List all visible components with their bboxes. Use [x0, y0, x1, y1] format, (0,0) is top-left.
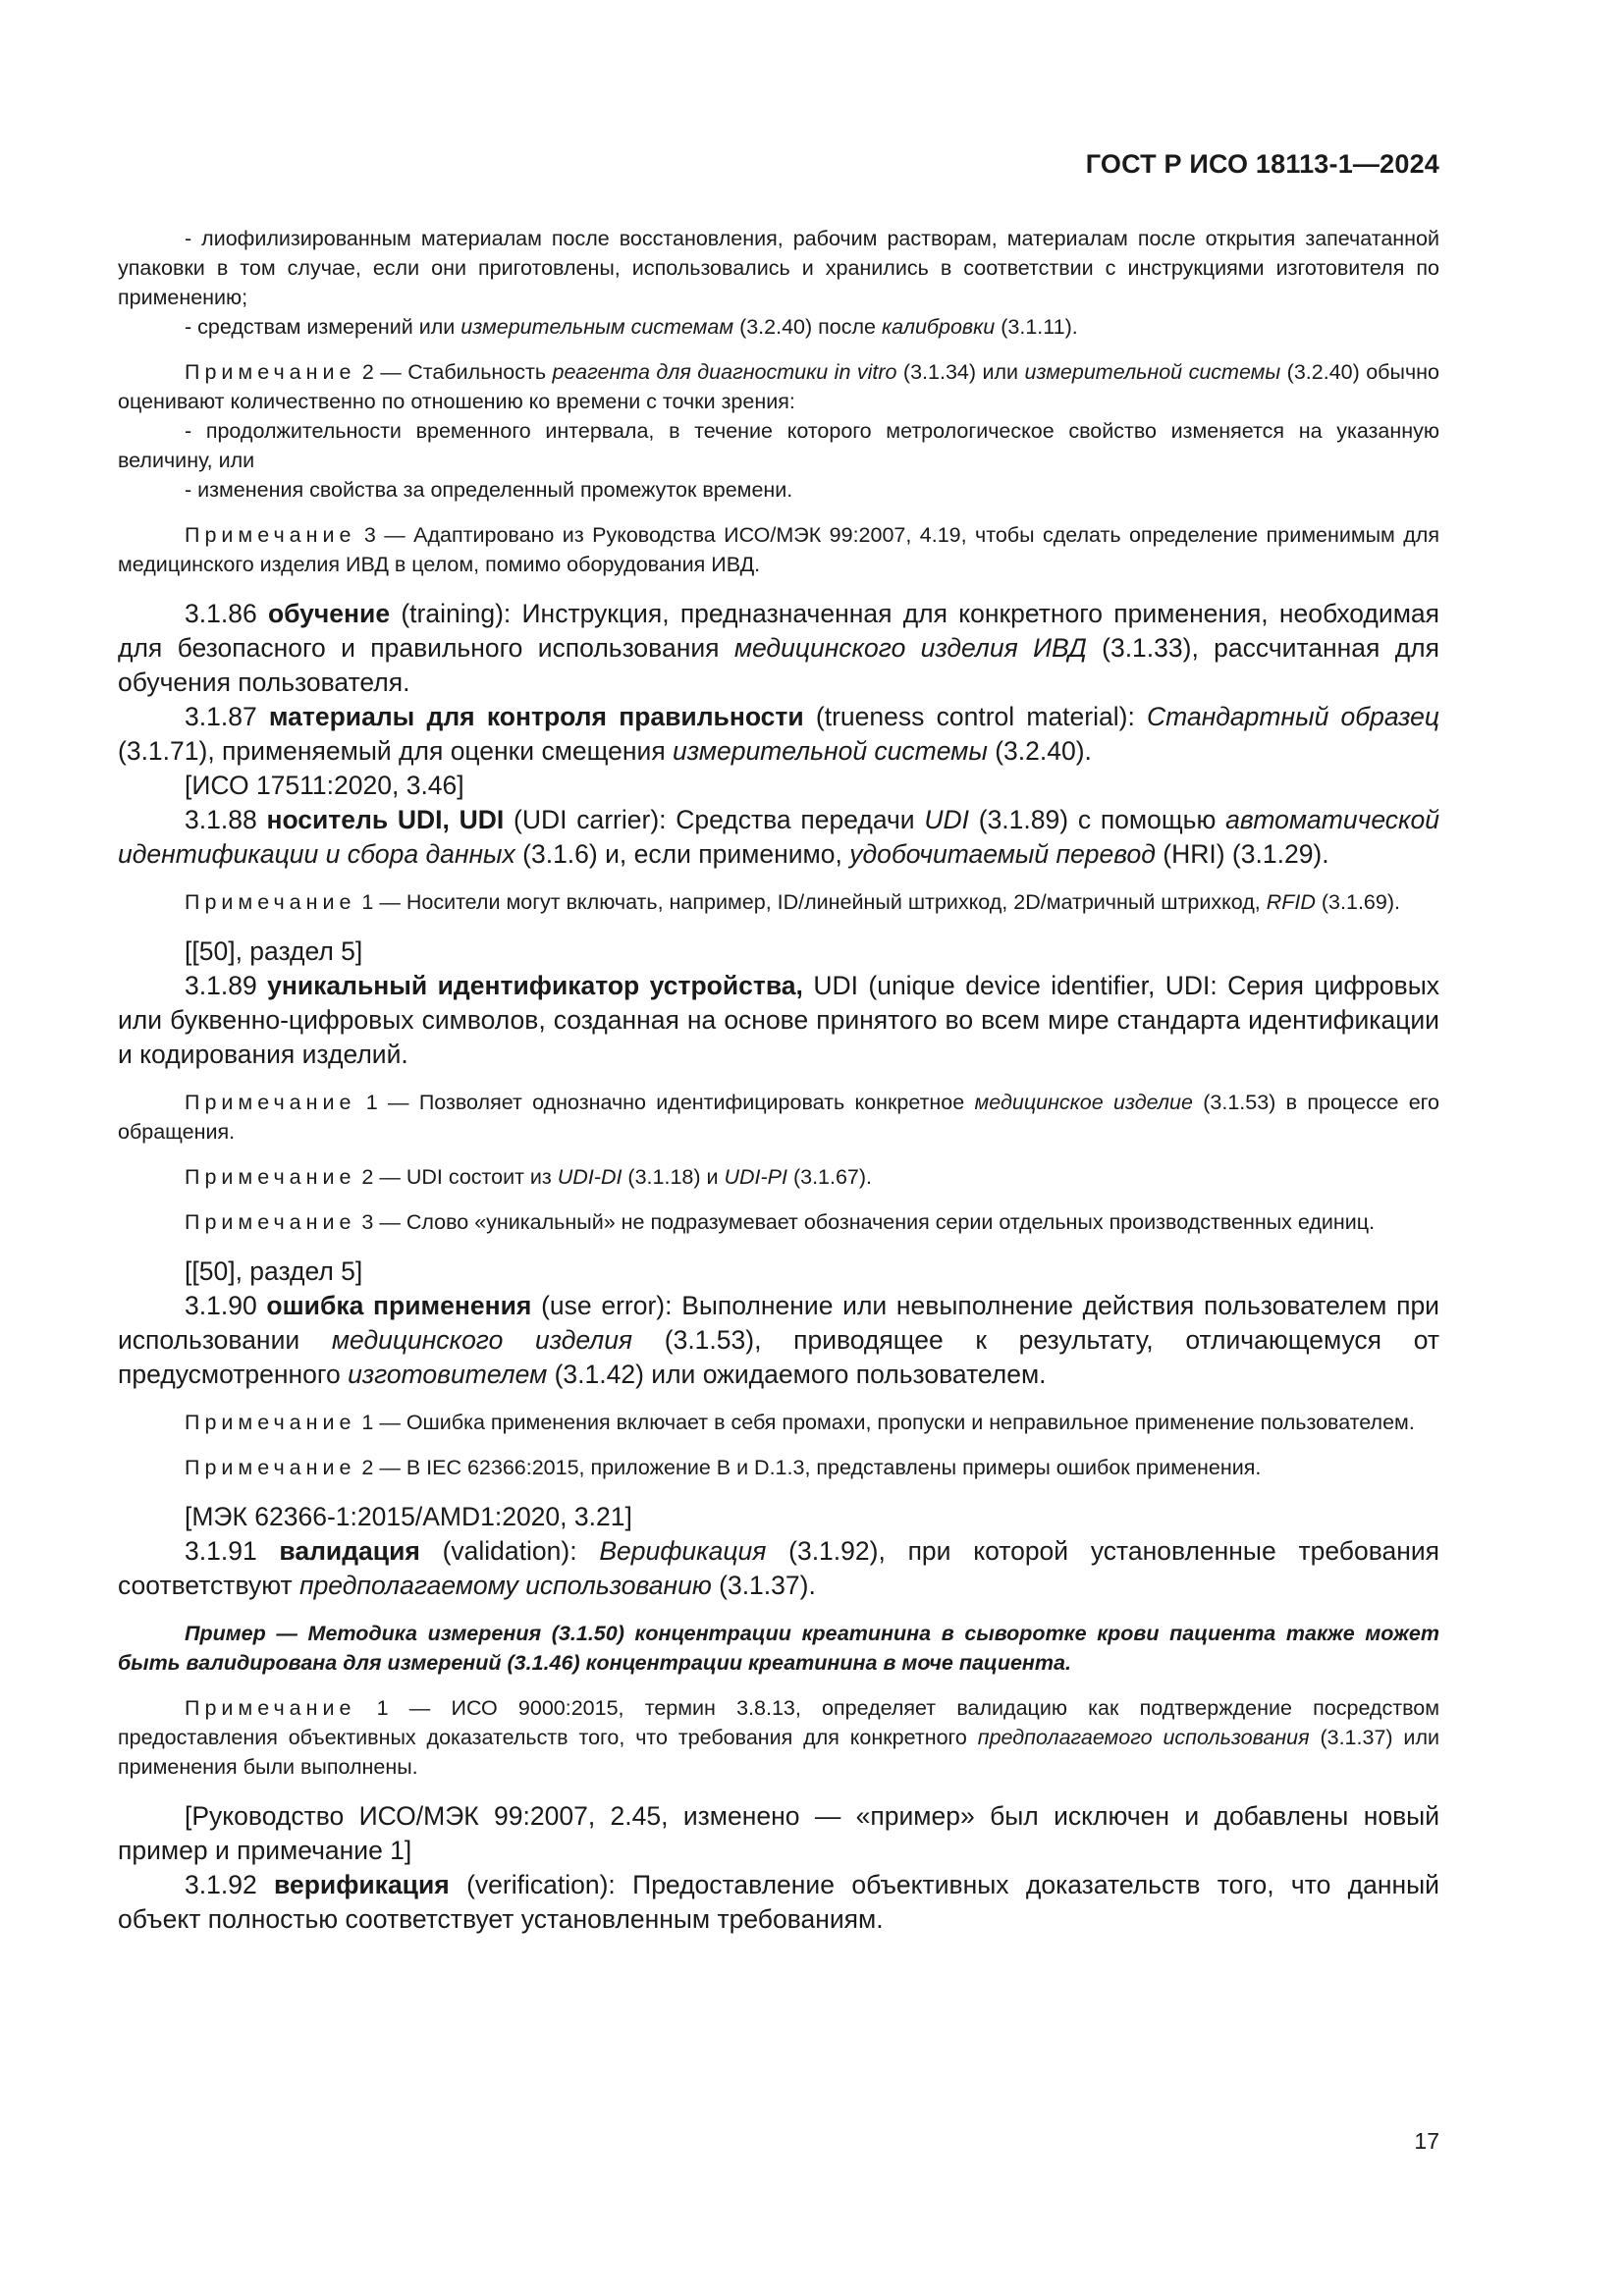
term-definition: 3.1.86 обучение (training): Инструкция, предназначенная для конкретного применения, необходимая для безопасного и правильного использования медицинского изделия ИВД (3.1.33), рассчитанная для обучения пользователя.: [118, 599, 1440, 697]
note: Примечание 3 — Слово «уникальный» не подразумевает обозначения серии отдельных производственных единиц.: [185, 1210, 1376, 1234]
term-definition: 3.1.90 ошибка применения (use error): Выполнение или невыполнение действия пользователем при использовании медицинского изделия (3.1.53), приводящее к результату, отличающемуся от предусмотренного изготовителем (3.1.42) или ожидаемого пользователем.: [118, 1291, 1439, 1389]
term-definition: 3.1.87 материалы для контроля правильности (trueness control material): Стандартный образец (3.1.71), применяемый для оценки смещения измерительной системы (3.2.40).: [118, 702, 1439, 766]
source-reference: [ИСО 17511:2020, 3.46]: [185, 771, 464, 800]
note: Примечание 2 — Стабильность реагента для диагностики in vitro (3.1.34) или измерительной системы (3.2.40) обычно оценивают количественно по отношению ко времени с точки зрения:: [118, 360, 1439, 413]
term-definition: 3.1.89 уникальный идентификатор устройства, UDI (unique device identifier, UDI: Серия цифровых или буквенно-цифровых символов, созданная на основе принятого во всем мире стандарта идентификации и кодирования изделий.: [118, 971, 1439, 1069]
source-reference: [Руководство ИСО/МЭК 99:2007, 2.45, изменено — «пример» был исключен и добавлены новый пример и примечание 1]: [118, 1801, 1439, 1865]
page-number: 17: [1414, 2128, 1439, 2154]
source-reference: [[50], раздел 5]: [185, 1256, 363, 1286]
term-definition: 3.1.88 носитель UDI, UDI (UDI carrier): Средства передачи UDI (3.1.89) с помощью автоматической идентификации и сбора данных (3.1.6) и, если применимо, удобочитаемый перевод (HRI) (3.1.29).: [118, 805, 1439, 869]
note: Примечание 2 — UDI состоит из UDI-DI (3.1.18) и UDI-PI (3.1.67).: [185, 1165, 873, 1189]
example: Пример — Методика измерения (3.1.50) концентрации креатинина в сыворотке крови пациента также может быть валидирована для измерений (3.1.46) концентрации креатинина в моче пациента.: [118, 1622, 1439, 1675]
term-definition: 3.1.92 верификация (verification): Предоставление объективных доказательств того, что данный объект полностью соответствует установленным требованиям.: [118, 1870, 1439, 1934]
list-item: - средствам измерений или измерительным системам (3.2.40) после калибровки (3.1.11).: [185, 315, 1078, 339]
term-definition: 3.1.91 валидация (validation): Верификация (3.1.92), при которой установленные требования соответствуют предполагаемому использованию (3.1.37).: [118, 1536, 1439, 1600]
note: Примечание 1 — ИСО 9000:2015, термин 3.8.13, определяет валидацию как подтверждение посредством предоставления объективных доказательств того, что требования для конкретного предполагаемого использования (3.1.37) или применения были выполнены.: [118, 1696, 1439, 1779]
document-header: ГОСТ Р ИСО 18113-1—2024: [1085, 149, 1439, 179]
source-reference: [МЭК 62366-1:2015/AMD1:2020, 3.21]: [185, 1502, 632, 1531]
source-reference: [[50], раздел 5]: [185, 936, 363, 966]
list-item: - лиофилизированным материалам после восстановления, рабочим растворам, материалам после открытия запечатанной упаковки в том случае, если они приготовлены, использовались и хранились в соответствии с инструкциями изготовителя по применению;: [118, 227, 1439, 309]
note: Примечание 1 — Ошибка применения включает в себя промахи, пропуски и неправильное применение пользователем.: [185, 1411, 1415, 1434]
list-item: - изменения свойства за определенный промежуток времени.: [185, 478, 793, 502]
note: Примечание 2 — В IEC 62366:2015, приложение B и D.1.3, представлены примеры ошибок применения.: [185, 1456, 1262, 1479]
note: Примечание 3 — Адаптировано из Руководства ИСО/МЭК 99:2007, 4.19, чтобы сделать определение применимым для медицинского изделия ИВД в целом, помимо оборудования ИВД.: [118, 523, 1439, 576]
note: Примечание 1 — Носители могут включать, например, ID/линейный штрихкод, 2D/матричный штрихкод, RFID (3.1.69).: [185, 890, 1400, 914]
page-content: [118, 224, 1439, 1937]
list-item: - продолжительности временного интервала, в течение которого метрологическое свойство изменяется на указанную величину, или: [118, 419, 1439, 472]
note: Примечание 1 — Позволяет однозначно идентифицировать конкретное медицинское изделие (3.1.53) в процессе его обращения.: [118, 1091, 1439, 1144]
